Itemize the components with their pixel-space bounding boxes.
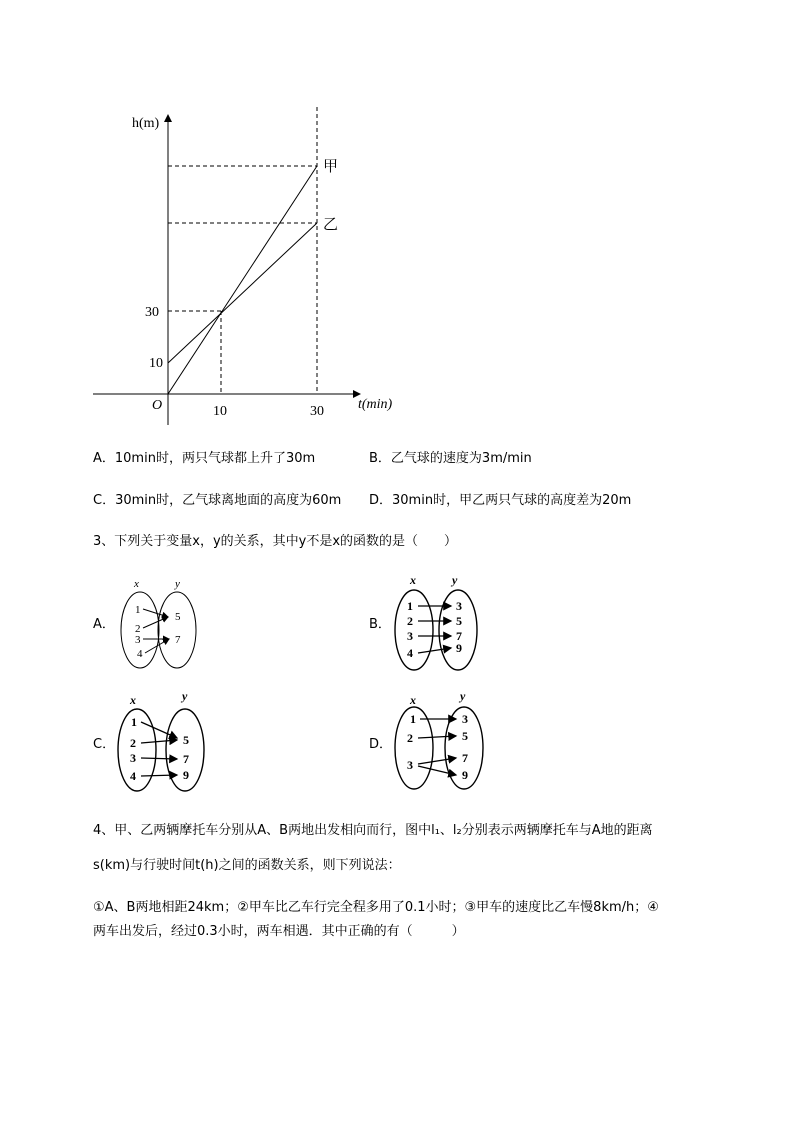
svg-text:3: 3 (407, 758, 413, 772)
svg-text:4: 4 (130, 769, 136, 783)
svg-text:x: x (410, 693, 416, 707)
set-x-name: x (134, 578, 139, 590)
svg-text:2: 2 (407, 614, 413, 628)
svg-text:x: x (130, 693, 136, 707)
q3-mapping-a (115, 575, 205, 675)
svg-text:7: 7 (462, 751, 468, 765)
svg-text:3: 3 (135, 634, 141, 646)
svg-text:y: y (460, 690, 466, 703)
q2-option-d: D．30min时，甲乙两只气球的高度差为20m (369, 493, 632, 508)
q3-stem: 3、下列关于变量x，y的关系，其中y不是x的函数的是（ ） (93, 534, 458, 549)
q2-option-a: A．10min时，两只气球都上升了30m (93, 451, 316, 466)
x-tick-10: 10 (213, 404, 227, 419)
line-jia (168, 166, 317, 394)
q3-option-b-label: B． (369, 617, 391, 632)
svg-text:9: 9 (183, 768, 189, 782)
svg-text:9: 9 (462, 768, 468, 782)
svg-text:4: 4 (137, 648, 143, 660)
q4-line-1: 4、甲、乙两辆摩托车分别从A、B两地出发相向而行，图中l₁、l₂分别表示两辆摩托车与A地的距离 (93, 823, 653, 838)
svg-text:7: 7 (175, 634, 181, 646)
q4-line-3: ①A、B两地相距24km；②甲车比乙车行完全程多用了0.1小时；③甲车的速度比乙车慢8km/h；④ (93, 900, 659, 915)
svg-text:9: 9 (456, 641, 462, 655)
q3-option-d-label: D． (369, 737, 393, 752)
svg-text:y: y (182, 690, 188, 703)
q3-mapping-b (392, 572, 482, 672)
q3-mapping-d (392, 690, 492, 795)
q4-line-4: 两车出发后，经过0.3小时，两车相遇．其中正确的有（ ） (93, 924, 465, 939)
y-tick-10: 10 (149, 356, 163, 371)
svg-text:5: 5 (175, 611, 181, 623)
svg-text:1: 1 (135, 604, 141, 616)
y-axis-label: h(m) (132, 116, 160, 131)
q2-option-c: C．30min时，乙气球离地面的高度为60m (93, 493, 342, 508)
line-yi-label: 乙 (323, 217, 339, 233)
svg-text:1: 1 (131, 715, 137, 729)
svg-text:7: 7 (456, 629, 462, 643)
y-tick-30: 30 (145, 305, 159, 320)
set-y-name: y (175, 578, 180, 590)
q2-option-b: B．乙气球的速度为3m/min (369, 451, 532, 466)
x-axis-label: t(min) (358, 397, 393, 412)
svg-text:1: 1 (410, 712, 416, 726)
x-tick-30: 30 (310, 404, 324, 419)
svg-text:y: y (452, 573, 458, 587)
q3-mapping-c (115, 690, 215, 795)
q3-option-c-label: C． (93, 737, 116, 752)
svg-text:7: 7 (183, 752, 189, 766)
svg-text:3: 3 (462, 712, 468, 726)
q4-line-2: s(km)与行驶时间t(h)之间的函数关系，则下列说法： (93, 858, 401, 873)
svg-text:5: 5 (462, 729, 468, 743)
origin-label: O (152, 398, 163, 413)
q3-option-a-label: A． (93, 617, 115, 632)
svg-text:3: 3 (130, 751, 136, 765)
q2-height-time-graph (90, 105, 410, 430)
svg-text:2: 2 (130, 736, 136, 750)
svg-text:1: 1 (407, 599, 413, 613)
svg-text:5: 5 (456, 614, 462, 628)
svg-text:2: 2 (407, 731, 413, 745)
svg-text:3: 3 (407, 629, 413, 643)
svg-text:2: 2 (135, 623, 141, 635)
svg-text:x: x (410, 573, 416, 587)
svg-text:3: 3 (456, 599, 462, 613)
line-jia-label: 甲 (323, 159, 339, 175)
svg-text:5: 5 (183, 733, 189, 747)
svg-text:4: 4 (407, 646, 413, 660)
line-yi (168, 223, 317, 363)
